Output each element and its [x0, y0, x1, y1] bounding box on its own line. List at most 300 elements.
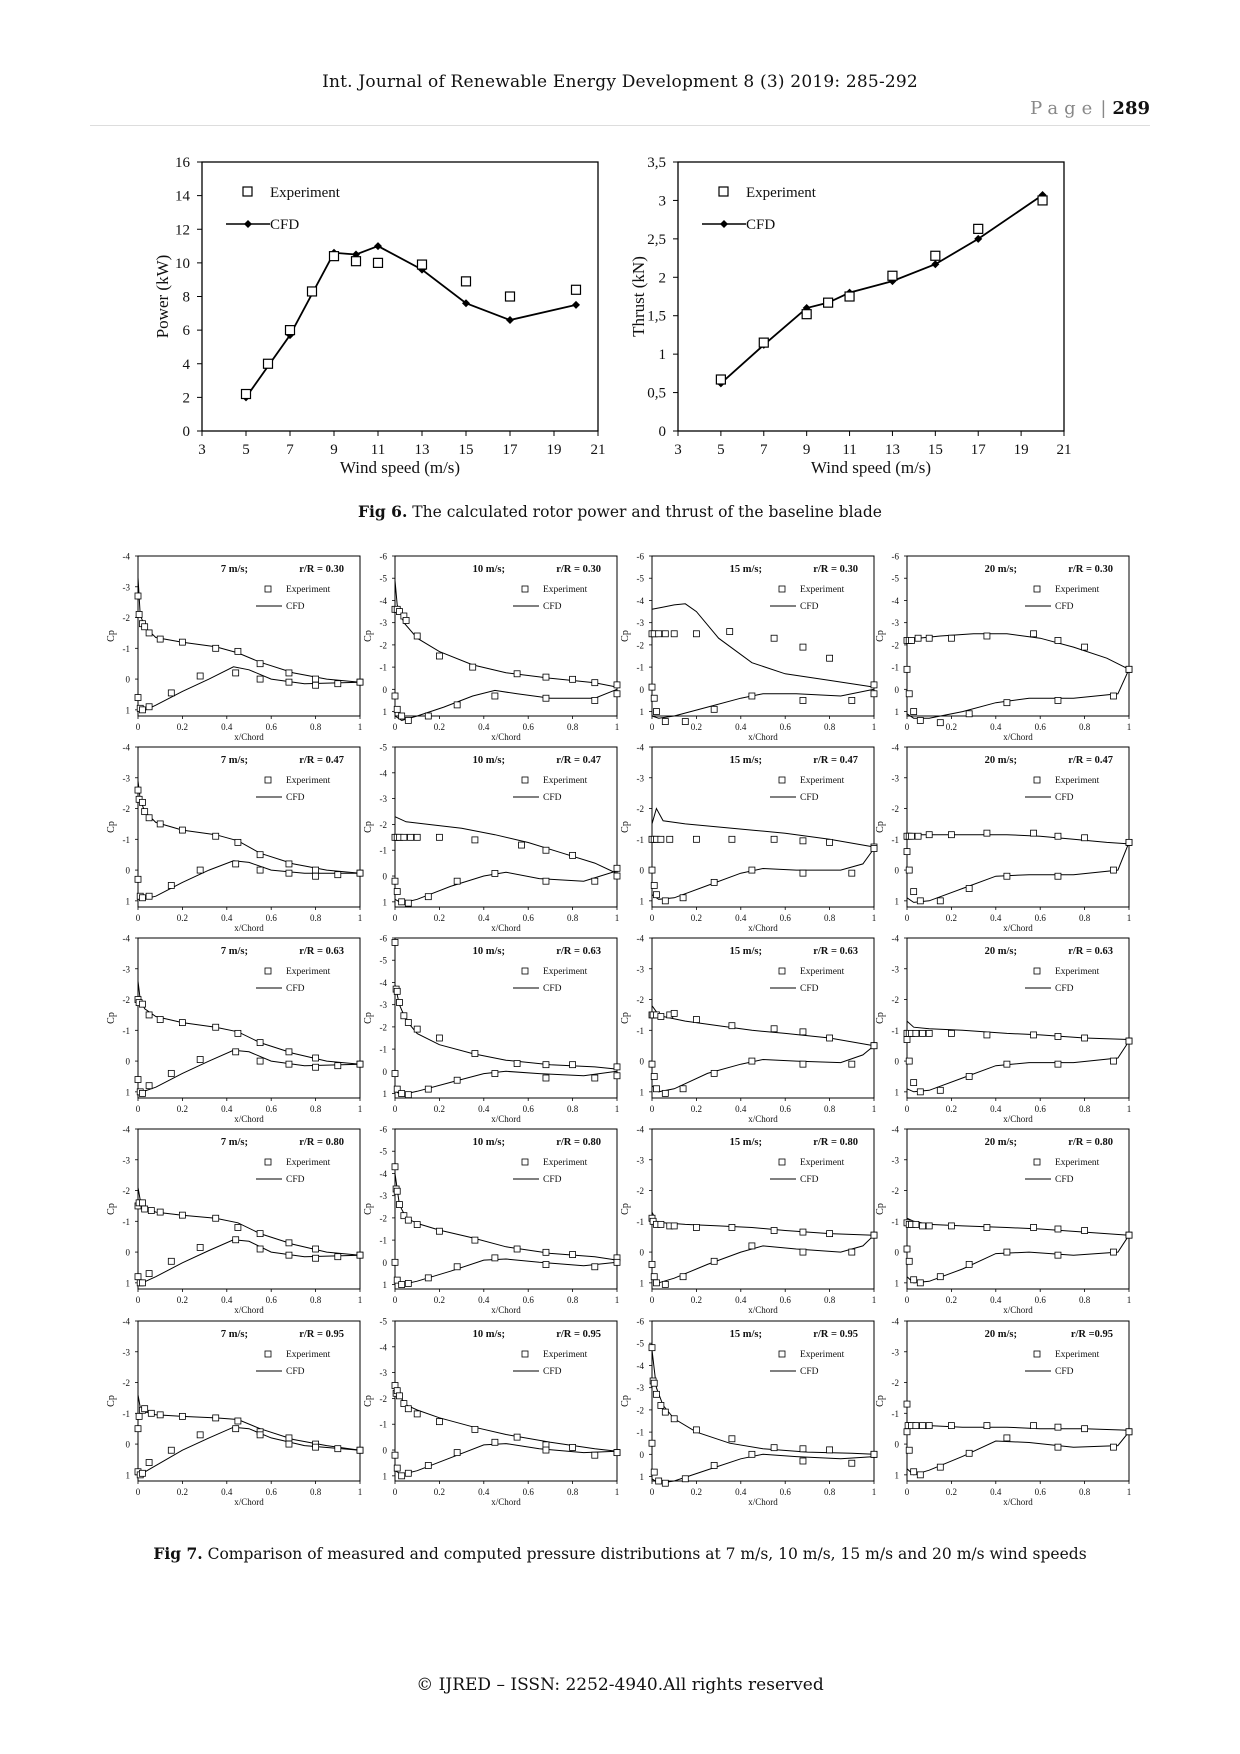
panel-radius: r/R = 0.63 — [1068, 946, 1113, 957]
cfd-curve-suction — [652, 1350, 874, 1454]
panel-frame — [652, 747, 874, 907]
experiment-point — [394, 706, 400, 712]
experiment-point — [139, 1200, 145, 1206]
y-axis-label: Cp — [620, 1203, 631, 1215]
x-tick-label: 0.8 — [566, 722, 579, 732]
experiment-point — [1031, 1423, 1037, 1429]
experiment-point — [257, 1058, 263, 1064]
experiment-point — [313, 682, 319, 688]
x-tick-label: 0.6 — [265, 1487, 277, 1497]
experiment-point — [570, 1062, 576, 1068]
y-tick-label: 1 — [382, 1280, 387, 1291]
experiment-point — [197, 673, 203, 679]
x-tick-label: 0 — [392, 1104, 398, 1114]
y-tick-label: 0 — [382, 1066, 387, 1077]
y-axis-label: Cp — [620, 821, 631, 833]
experiment-point — [680, 895, 686, 901]
panel-speed: 10 m/s; — [472, 564, 505, 575]
legend-cfd-label: CFD — [1055, 1175, 1074, 1185]
x-tick-label: 5 — [717, 442, 725, 458]
experiment-point — [651, 695, 657, 701]
experiment-point — [871, 691, 877, 697]
experiment-point — [926, 635, 932, 641]
y-tick-label: 1 — [894, 1087, 899, 1098]
y-tick-label: -4 — [636, 1360, 644, 1371]
y-tick-label: -1 — [636, 834, 644, 845]
legend-experiment-marker — [779, 1351, 785, 1357]
y-axis-label: Cp — [106, 630, 117, 642]
experiment-point — [213, 645, 219, 651]
y-tick-label: -3 — [636, 964, 644, 975]
panel-radius: r/R = 0.63 — [813, 946, 858, 957]
experiment-point — [403, 617, 409, 623]
experiment-point — [157, 1209, 163, 1215]
y-tick-label: -2 — [122, 804, 130, 815]
panel-radius: r/R = 0.80 — [299, 1137, 344, 1148]
experiment-point — [352, 257, 361, 266]
legend-experiment-label: Experiment — [270, 185, 340, 201]
experiment-point — [800, 1061, 806, 1067]
experiment-point — [849, 1061, 855, 1067]
experiment-point — [614, 865, 620, 871]
y-tick-label: -2 — [636, 1405, 644, 1416]
y-tick-label: -2 — [891, 1186, 899, 1197]
x-tick-label: 9 — [802, 442, 811, 458]
experiment-point — [729, 1224, 735, 1230]
experiment-point — [871, 1232, 877, 1238]
experiment-point — [472, 1051, 478, 1057]
x-tick-label: 0 — [392, 1295, 398, 1305]
experiment-point — [592, 878, 598, 884]
x-tick-label: 0.6 — [1034, 1295, 1046, 1305]
experiment-point — [800, 1446, 806, 1452]
x-tick-label: 0 — [392, 1487, 398, 1497]
experiment-point — [1031, 631, 1037, 637]
experiment-point — [1126, 1429, 1132, 1435]
x-tick-label: 17 — [970, 442, 986, 458]
experiment-point — [592, 1452, 598, 1458]
x-tick-label: 0.6 — [1034, 1487, 1046, 1497]
fig7-panel-18 — [363, 1317, 620, 1508]
journal-header: Int. Journal of Renewable Energy Development 8 (3) 2019: 285-292 — [322, 72, 918, 92]
x-tick-label: 0.2 — [433, 1295, 446, 1305]
y-tick-label: 1 — [125, 896, 130, 907]
experiment-point — [492, 1255, 498, 1261]
experiment-point — [286, 1252, 292, 1258]
experiment-point — [146, 1012, 152, 1018]
experiment-point — [904, 1401, 910, 1407]
y-tick-label: 1 — [125, 1470, 130, 1481]
y-tick-label: 1 — [639, 896, 644, 907]
y-tick-label: 1,5 — [647, 308, 666, 325]
x-tick-label: 0.6 — [265, 722, 277, 732]
experiment-point — [179, 1212, 185, 1218]
y-tick-label: -1 — [379, 662, 387, 673]
legend-experiment-marker — [522, 1159, 528, 1165]
experiment-point — [425, 1275, 431, 1281]
experiment-point — [168, 690, 174, 696]
cfd-point — [506, 316, 514, 324]
experiment-point — [168, 1258, 174, 1264]
experiment-point — [948, 1423, 954, 1429]
cfd-curve-pressure — [652, 849, 874, 900]
x-axis-label: x/Chord — [748, 1114, 778, 1124]
legend-experiment-marker — [522, 1351, 528, 1357]
x-tick-label: 19 — [546, 442, 562, 458]
experiment-point — [693, 1017, 699, 1023]
experiment-point — [396, 1202, 402, 1208]
x-tick-label: 1 — [871, 1487, 877, 1497]
experiment-point — [1126, 666, 1132, 672]
experiment-point — [543, 695, 549, 701]
experiment-point — [135, 1426, 141, 1432]
x-tick-label: 1 — [357, 1295, 363, 1305]
experiment-point — [871, 1043, 877, 1049]
x-tick-label: 0.4 — [221, 1104, 233, 1114]
x-axis-label: x/Chord — [1003, 732, 1033, 742]
experiment-point — [392, 1071, 398, 1077]
y-tick-label: -3 — [891, 1155, 899, 1166]
experiment-point — [405, 900, 411, 906]
experiment-point — [392, 1452, 398, 1458]
y-tick-label: 1 — [382, 897, 387, 908]
x-tick-label: 0 — [649, 1295, 655, 1305]
y-tick-label: -2 — [636, 804, 644, 815]
experiment-point — [984, 633, 990, 639]
panel-speed: 15 m/s; — [729, 1137, 762, 1148]
experiment-point — [179, 1413, 185, 1419]
experiment-point — [136, 611, 142, 617]
experiment-point — [335, 1254, 341, 1260]
experiment-point — [649, 1345, 655, 1351]
experiment-point — [335, 681, 341, 687]
y-tick-label: 0,5 — [647, 385, 666, 402]
panel-frame — [395, 747, 617, 907]
legend-experiment-marker — [265, 1159, 271, 1165]
experiment-point — [948, 1030, 954, 1036]
y-tick-label: -2 — [122, 1378, 130, 1389]
y-tick-label: 1 — [125, 705, 130, 716]
x-tick-label: 0.4 — [221, 1487, 233, 1497]
panel-speed: 10 m/s; — [472, 1137, 505, 1148]
legend-experiment-label: Experiment — [800, 967, 845, 977]
x-axis-label: x/Chord — [748, 923, 778, 933]
y-axis-label: Cp — [875, 1012, 886, 1024]
panel-radius: r/R = 0.63 — [556, 946, 601, 957]
x-tick-label: 1 — [871, 1295, 877, 1305]
experiment-point — [148, 1410, 154, 1416]
experiment-point — [213, 1215, 219, 1221]
y-tick-label: -2 — [891, 804, 899, 815]
experiment-point — [871, 1451, 877, 1457]
experiment-point — [614, 1259, 620, 1265]
y-tick-label: -4 — [891, 933, 899, 944]
fig7-panel-19 — [620, 1317, 877, 1508]
y-tick-label: -1 — [379, 1419, 387, 1430]
panel-speed: 7 m/s; — [220, 1329, 248, 1340]
legend-cfd-label: CFD — [286, 793, 305, 803]
experiment-point — [1004, 700, 1010, 706]
legend-experiment-marker — [779, 968, 785, 974]
panel-radius: r/R = 0.47 — [556, 755, 601, 766]
x-tick-label: 0.2 — [176, 1104, 189, 1114]
y-tick-label: -1 — [379, 1235, 387, 1246]
experiment-point — [142, 624, 148, 630]
x-tick-label: 0.6 — [522, 1295, 534, 1305]
experiment-point — [1055, 1252, 1061, 1258]
experiment-point — [454, 1450, 460, 1456]
legend-experiment-label: Experiment — [543, 967, 588, 977]
cfd-curve-suction — [138, 1395, 360, 1450]
experiment-point — [871, 682, 877, 688]
y-tick-label: -4 — [636, 595, 644, 606]
y-tick-label: 0 — [382, 871, 387, 882]
y-tick-label: -6 — [379, 933, 387, 944]
experiment-point — [827, 1447, 833, 1453]
y-tick-label: -1 — [636, 662, 644, 673]
x-tick-label: 0.6 — [1034, 722, 1046, 732]
experiment-point — [984, 830, 990, 836]
experiment-point — [1004, 1061, 1010, 1067]
y-tick-label: -4 — [379, 1342, 387, 1353]
x-tick-label: 0.4 — [735, 1487, 747, 1497]
experiment-point — [771, 836, 777, 842]
x-tick-label: 3 — [674, 442, 682, 458]
experiment-point — [1126, 1232, 1132, 1238]
y-tick-label: -6 — [379, 551, 387, 562]
experiment-point — [139, 1470, 145, 1476]
experiment-point — [920, 1423, 926, 1429]
experiment-point — [749, 1243, 755, 1249]
fig7-panel-12 — [875, 934, 1132, 1125]
y-tick-label: 0 — [125, 1439, 130, 1450]
experiment-point — [800, 1458, 806, 1464]
x-tick-label: 0.4 — [735, 1104, 747, 1114]
experiment-point — [308, 287, 317, 296]
legend-cfd-label: CFD — [800, 1175, 819, 1185]
experiment-point — [139, 1090, 145, 1096]
experiment-point — [906, 691, 912, 697]
x-tick-label: 0.6 — [522, 1104, 534, 1114]
experiment-point — [1110, 1444, 1116, 1450]
x-tick-label: 0.8 — [1078, 913, 1091, 923]
y-tick-label: 1 — [125, 1278, 130, 1289]
legend-experiment-marker — [1034, 1159, 1040, 1165]
experiment-point — [827, 839, 833, 845]
experiment-point — [614, 873, 620, 879]
panel-speed: 10 m/s; — [472, 946, 505, 957]
x-tick-label: 11 — [370, 442, 386, 458]
x-tick-label: 1 — [871, 913, 877, 923]
y-tick-label: -3 — [636, 1383, 644, 1394]
x-tick-label: 0.8 — [1078, 722, 1091, 732]
experiment-point — [142, 1206, 148, 1212]
experiment-point — [651, 1274, 657, 1280]
y-tick-label: -4 — [379, 595, 387, 606]
experiment-point — [1082, 835, 1088, 841]
experiment-point — [827, 1035, 833, 1041]
y-tick-label: -4 — [379, 1168, 387, 1179]
experiment-point — [436, 834, 442, 840]
legend-experiment-label: Experiment — [800, 1350, 845, 1360]
legend-experiment-marker — [779, 777, 785, 783]
experiment-point — [179, 639, 185, 645]
experiment-point — [543, 674, 549, 680]
y-tick-label: 0 — [125, 674, 130, 685]
x-tick-label: 0.2 — [176, 1487, 189, 1497]
y-tick-label: -5 — [379, 955, 387, 966]
x-tick-label: 0.8 — [1078, 1104, 1091, 1114]
y-tick-label: 0 — [125, 1247, 130, 1258]
experiment-point — [570, 1444, 576, 1450]
fig7-panel-8 — [875, 743, 1132, 934]
y-tick-label: -5 — [379, 1146, 387, 1157]
experiment-point — [904, 666, 910, 672]
x-axis-label: x/Chord — [748, 732, 778, 742]
experiment-point — [197, 1432, 203, 1438]
experiment-point — [800, 1229, 806, 1235]
x-tick-label: 13 — [414, 442, 430, 458]
experiment-point — [849, 697, 855, 703]
experiment-point — [671, 631, 677, 637]
legend-experiment-marker — [265, 777, 271, 783]
experiment-point — [394, 1188, 400, 1194]
panel-radius: r/R = 0.30 — [556, 564, 601, 575]
experiment-point — [592, 680, 598, 686]
x-tick-label: 0.4 — [735, 913, 747, 923]
experiment-point — [1031, 1032, 1037, 1038]
x-tick-label: 0.2 — [690, 1487, 703, 1497]
panel-speed: 7 m/s; — [220, 1137, 248, 1148]
experiment-point — [651, 1380, 657, 1386]
experiment-point — [135, 787, 141, 793]
experiment-point — [462, 277, 471, 286]
y-tick-label: -3 — [122, 1347, 130, 1358]
figure-6 — [0, 140, 1240, 490]
experiment-point — [148, 1208, 154, 1214]
experiment-point — [286, 870, 292, 876]
figure-6-caption-text: The calculated rotor power and thrust of the baseline blade — [407, 503, 882, 521]
cfd-curve-suction — [907, 1423, 1129, 1431]
x-tick-label: 0.8 — [566, 1487, 579, 1497]
experiment-point — [906, 867, 912, 873]
y-tick-label: -1 — [122, 834, 130, 845]
legend-experiment-label: Experiment — [1055, 585, 1100, 595]
panel-frame — [652, 556, 874, 716]
x-tick-label: 1 — [357, 913, 363, 923]
x-tick-label: 0.2 — [945, 1487, 958, 1497]
experiment-point — [920, 1030, 926, 1036]
experiment-point — [937, 1464, 943, 1470]
fig7-panel-6 — [363, 743, 620, 934]
legend-experiment-marker — [265, 586, 271, 592]
experiment-point — [142, 809, 148, 815]
y-tick-label: -2 — [379, 1213, 387, 1224]
fig7-panel-10 — [363, 934, 620, 1125]
x-tick-label: 0.4 — [990, 1487, 1002, 1497]
experiment-point — [157, 1412, 163, 1418]
y-tick-label: -1 — [379, 845, 387, 856]
y-tick-label: -6 — [891, 551, 899, 562]
experiment-point — [514, 1061, 520, 1067]
y-tick-label: -1 — [636, 1216, 644, 1227]
experiment-point — [519, 842, 525, 848]
y-tick-label: -4 — [122, 1316, 130, 1327]
y-axis-label: Power (kW) — [153, 254, 172, 339]
experiment-point — [233, 861, 239, 867]
x-tick-label: 0 — [392, 913, 398, 923]
y-tick-label: -2 — [379, 1393, 387, 1404]
cfd-curve-pressure — [395, 1444, 617, 1475]
x-tick-label: 0.4 — [478, 1487, 490, 1497]
experiment-point — [139, 895, 145, 901]
y-tick-label: 1 — [894, 707, 899, 718]
experiment-point — [771, 1026, 777, 1032]
experiment-point — [257, 852, 263, 858]
legend-experiment-marker — [1034, 1351, 1040, 1357]
cfd-point — [374, 242, 382, 250]
x-tick-label: 0 — [392, 722, 398, 732]
x-tick-label: 0.4 — [990, 1104, 1002, 1114]
experiment-point — [904, 1429, 910, 1435]
experiment-point — [1110, 693, 1116, 699]
experiment-point — [824, 298, 833, 307]
legend-cfd-label: CFD — [270, 217, 300, 233]
x-tick-label: 0.2 — [690, 722, 703, 732]
experiment-point — [139, 707, 145, 713]
y-tick-label: 1 — [382, 1089, 387, 1100]
experiment-point — [146, 1083, 152, 1089]
experiment-point — [357, 1061, 363, 1067]
experiment-point — [917, 1472, 923, 1478]
experiment-point — [168, 1447, 174, 1453]
cfd-curve-suction — [138, 781, 360, 873]
y-tick-label: -2 — [636, 1186, 644, 1197]
y-tick-label: -5 — [379, 573, 387, 584]
x-tick-label: 0.6 — [779, 1104, 791, 1114]
y-tick-label: 1 — [894, 1470, 899, 1481]
y-tick-label: 1 — [658, 347, 666, 364]
y-tick-label: -2 — [379, 1022, 387, 1033]
experiment-point — [242, 390, 251, 399]
experiment-point — [213, 1024, 219, 1030]
experiment-point — [436, 1228, 442, 1234]
experiment-point — [984, 1224, 990, 1230]
experiment-point — [257, 676, 263, 682]
experiment-point — [335, 872, 341, 878]
experiment-point — [614, 1450, 620, 1456]
experiment-point — [401, 834, 407, 840]
y-axis-label: Thrust (kN) — [629, 256, 648, 337]
experiment-point — [651, 1073, 657, 1079]
cfd-curve-suction — [395, 817, 617, 874]
legend-experiment-marker — [1034, 777, 1040, 783]
y-axis-label: Cp — [363, 630, 374, 642]
cfd-series-line — [246, 246, 576, 397]
y-tick-label: 6 — [182, 323, 190, 340]
cfd-curve-pressure — [138, 861, 360, 900]
experiment-point — [662, 719, 668, 725]
y-tick-label: 2 — [658, 270, 666, 287]
experiment-point — [662, 1480, 668, 1486]
legend-experiment-marker — [522, 777, 528, 783]
experiment-point — [937, 720, 943, 726]
legend-experiment-marker — [779, 586, 785, 592]
y-axis-label: Cp — [620, 630, 631, 642]
experiment-point — [658, 1402, 664, 1408]
y-tick-label: 0 — [382, 1445, 387, 1456]
fig6-plot-frame — [202, 162, 598, 431]
